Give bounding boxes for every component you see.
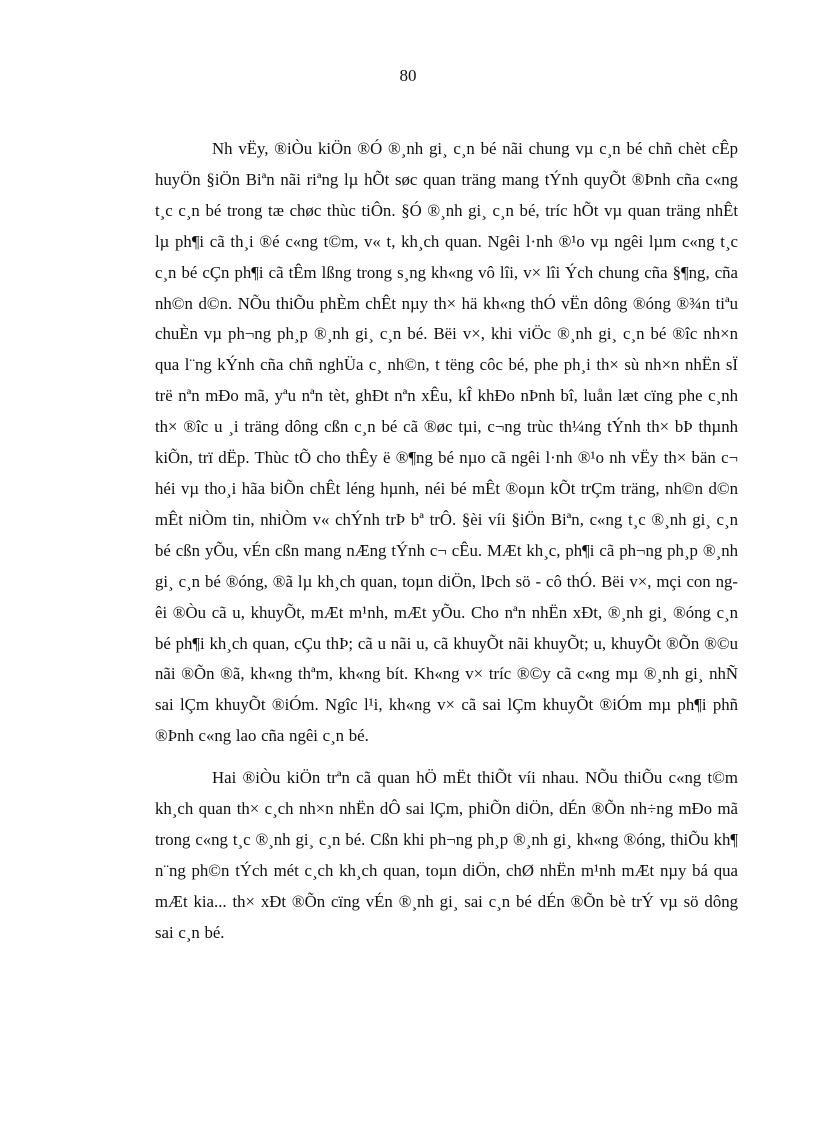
body-text	[155, 134, 738, 949]
paragraph-1: Nh vËy, ®iÒu kiÖn ®Ó ®¸nh gi¸ c¸n bé nãi chung vµ c¸n bé chñ chèt cÊp huyÖn §iÖn Biªn nãi riªng lµ hÕt søc quan träng mang tÝnh quyÕt ®Þnh cña c«ng t¸c c¸n bé trong tæ chøc thùc tiÔn. §Ó ®¸nh gi¸ c¸n bé, tríc hÕt vµ quan träng nhÊt lµ ph¶i cã th¸i ®é c«ng t©m, v« t, kh¸ch quan. Ngêi l·nh ®¹o vµ ngêi lµm c«ng t¸c c¸n bé cÇn ph¶i cã tÊm lßng trong s¸ng kh«ng vô lîi, v× lîi Ých chung cña §¶ng, cña nh©n d©n. NÕu thiÕu phÈm chÊt nµy th× hä kh«ng thÓ vËn dông ®óng ®¾n tiªu chuÈn vµ ph¬ng ph¸p ®¸nh gi¸ c¸n bé. Bëi v×, khi viÖc ®¸nh gi¸ c¸n bé ®îc nh×n qua l¨ng kÝnh cña chñ nghÜa c¸ nh©n, t tëng côc bé, phe ph¸i th× sù nh×n nhËn sÏ trë nªn mÐo mã, yªu nªn tèt, ghÐt nªn xÊu, kÎ khÐo nÞnh bî, luån læt cïng phe c¸nh th× ®îc u ¸i träng dông cßn c¸n bé cã ®øc tµi, c¬ng trùc th¼ng tÝnh th× bÞ thµnh kiÕn, trï dËp. Thùc tÕ cho thÊy ë ®¶ng bé nµo cã ngêi l·nh ®¹o nh vËy th× bän c¬ héi vµ tho¸i hãa biÕn chÊt léng hµnh, néi bé mÊt ®oµn kÕt trÇm träng, nh©n d©n mÊt niÒm tin, nhiÒm v« chÝnh trÞ bª trÔ. §èi víi §iÖn Biªn, c«ng t¸c ®¸nh gi¸ c¸n bé cßn yÕu, vÉn cßn mang nÆng tÝnh c¬ cÊu. MÆt kh¸c, ph¶i cã ph¬ng ph¸p ®¸nh gi¸ c¸n bé ®óng, ®ã lµ kh¸ch quan, toµn diÖn, lÞch sö - cô thÓ. Bëi v×, mçi con ngêi ®Òu cã u, khuyÕt, mÆt m¹nh, mÆt yÕu. Cho nªn nhËn xÐt, ®¸nh gi¸ ®óng c¸n bé ph¶i kh¸ch quan, cÇu thÞ; cã u nãi u, cã khuyÕt nãi khuyÕt; u, khuyÕt ®Õn ®©u nãi ®Õn ®ã, kh«ng thªm, kh«ng bít. Kh«ng v× tríc ®©y cã c«ng mµ ®¸nh gi¸ nhÑ sai lÇm khuyÕt ®iÓm. Ngîc l¹i, kh«ng v× cã sai lÇm khuyÕt ®iÓm mµ ph¶i phñ ®Þnh c«ng lao cña ngêi c¸n bé.	[155, 139, 738, 746]
paragraph-2: Hai ®iÒu kiÖn trªn cã quan hÖ mËt thiÕt víi nhau. NÕu thiÕu c«ng t©m kh¸ch quan th× c¸ch nh×n nhËn dÔ sai lÇm, phiÕn diÖn, dÉn ®Õn nh÷ng mÐo mã trong c«ng t¸c ®¸nh gi¸ c¸n bé. Cßn khi ph¬ng ph¸p ®¸nh gi¸ kh«ng ®óng, thiÕu kh¶ n¨ng ph©n tÝch mét c¸ch kh¸ch quan, toµn diÖn, chØ nhËn m¹nh mÆt nµy bá qua mÆt kia... th× xÐt ®Õn cïng vÉn ®¸nh gi¸ sai c¸n bé dÉn ®Õn bè trÝ vµ sö dông sai c¸n bé.	[155, 768, 738, 942]
page-number: 80	[399, 66, 417, 85]
